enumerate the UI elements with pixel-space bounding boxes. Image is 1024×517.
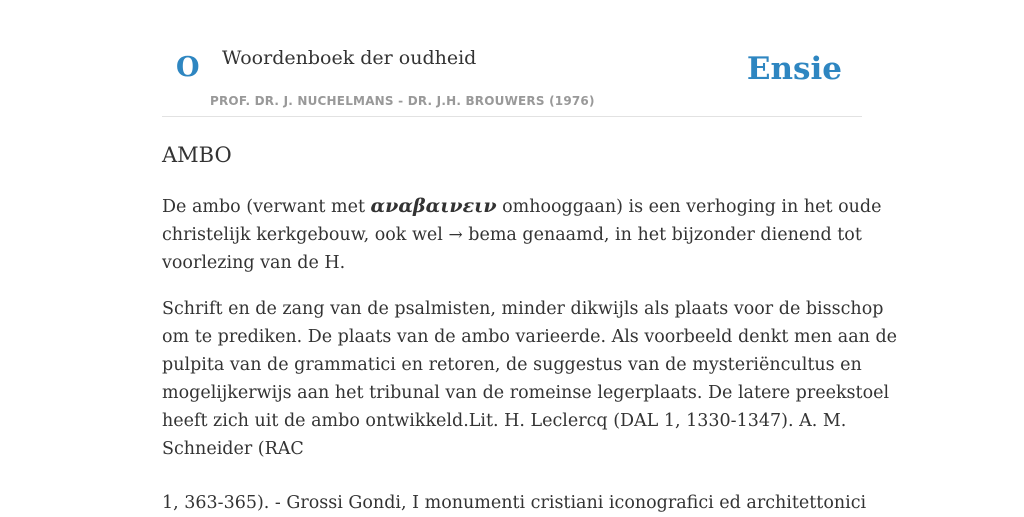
text-span: bema genaamd, in het bijzonder dienend tot <box>462 225 862 245</box>
paragraph-line: Schneider (RAC <box>162 439 304 459</box>
paragraph-line: Schrift en de zang van de psalmisten, minder dikwijls als plaats voor de bisschop <box>162 299 884 319</box>
text-span: De ambo (verwant met <box>162 197 371 217</box>
paragraph-line: 1, 363-365). - Grossi Gondi, I monumenti cristiani iconografici ed architettonici <box>162 493 867 513</box>
book-title[interactable]: Woordenboek der oudheid <box>222 47 477 69</box>
text-span: omhooggaan) is een verhoging in het oude <box>496 197 882 217</box>
entry-title: AMBO <box>162 143 232 167</box>
paragraph-line: mogelijkerwijs aan het tribunal van de romeinse legerplaats. De latere preekstoel <box>162 383 890 403</box>
text-span: christelijk kerkgebouw, ook wel <box>162 225 449 245</box>
cross-reference-arrow-icon[interactable]: → <box>448 225 463 245</box>
header <box>162 0 862 117</box>
page <box>162 0 898 513</box>
paragraph-line: om te prediken. De plaats van de ambo varieerde. Als voorbeeld denkt men aan de <box>162 327 898 347</box>
paragraph-line: pulpita van de grammatici en retoren, de suggestus van de mysteriëncultus en <box>162 355 862 375</box>
paragraph-line <box>162 192 882 221</box>
entry-paragraph-3 <box>162 489 867 517</box>
entry-paragraph-1 <box>162 192 882 277</box>
greek-term: αναβαινειν <box>370 195 497 217</box>
authors: PROF. DR. J. NUCHELMANS - DR. J.H. BROUWERS (1976) <box>210 94 595 108</box>
brand-logo[interactable]: Ensie <box>746 51 842 87</box>
paragraph-line: heeft zich uit de ambo ontwikkeld.Lit. H. Leclercq (DAL 1, 1330-1347). A. M. <box>162 411 847 431</box>
entry-paragraph-2 <box>162 295 898 463</box>
paragraph-line <box>162 221 862 249</box>
paragraph-line: voorlezing van de H. <box>162 253 346 273</box>
index-letter[interactable]: O <box>176 52 200 83</box>
